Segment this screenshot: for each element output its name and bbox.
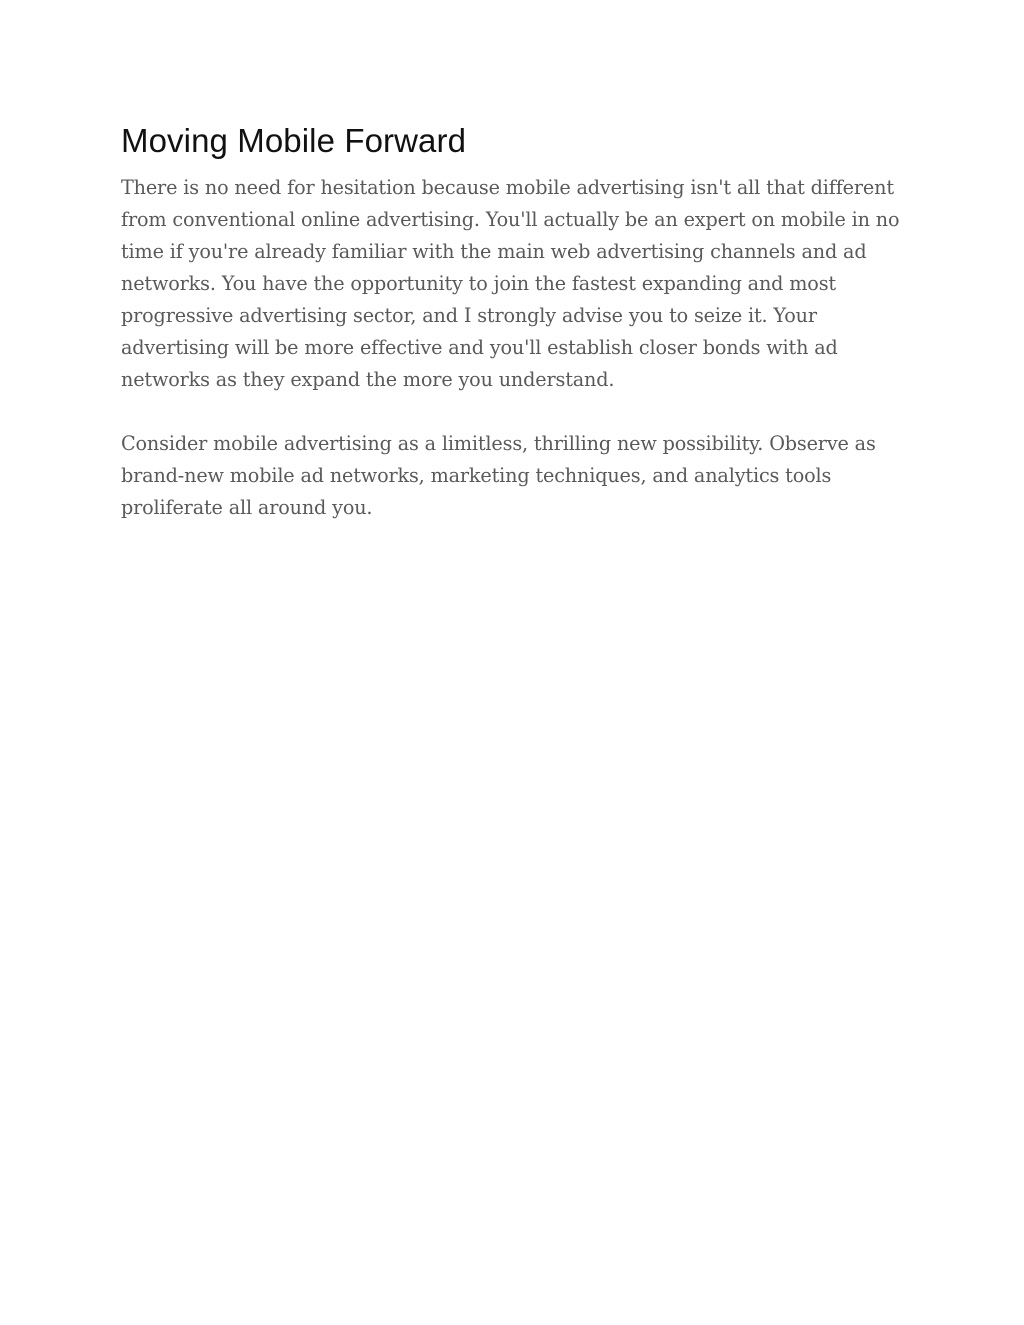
document-content xyxy=(121,118,911,524)
body-paragraph-1: There is no need for hesitation because mobile advertising isn't all that different from conventional online advertising. You'll actually be an expert on mobile in no time if you're already familiar with the main web advertising channels and ad networks. You have the opportunity to join the fastest expanding and most progressive advertising sector, and I strongly advise you to seize it. Your advertising will be more effective and you'll establish closer bonds with ad networks as they expand the more you understand. xyxy=(121,176,900,391)
document-title: Moving Mobile Forward xyxy=(121,122,467,159)
body-paragraph-2: Consider mobile advertising as a limitless, thrilling new possibility. Observe as brand-new mobile ad networks, marketing techniques, and analytics tools proliferate all around you. xyxy=(121,432,876,519)
